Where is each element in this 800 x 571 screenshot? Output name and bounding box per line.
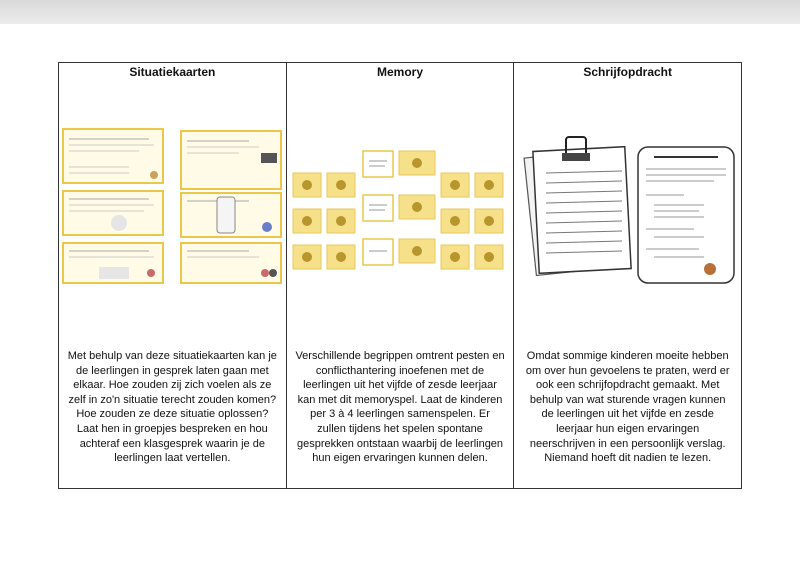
memory-word-card: [363, 151, 393, 177]
column-title: Situatiekaarten: [129, 65, 216, 79]
column-description: Verschillende begrippen omtrent pesten en conflicthantering inoefenen met de leerlingen uit het vijfde of zesde leerjaar kan met dit memoryspel. Laat de kinderen per 3 à 4 leerlingen samenspelen. Er zullen tijdens het spelen spontane gesprekken ontstaan waarbij de leerlingen hun eigen ervaringen kunnen delen.: [295, 350, 505, 465]
activities-table: [58, 62, 742, 489]
situation-card: [63, 243, 163, 283]
column-situatiekaarten: [59, 63, 287, 488]
situation-card: [63, 129, 163, 183]
writing-assignment-illustration: [514, 63, 742, 303]
worksheet-icon: [638, 147, 734, 283]
column-description: Met behulp van deze situatiekaarten kan je de leerlingen in gesprek laten gaan met elkaar. Hoe zouden zij zich voelen als ze zelf in zo'n situatie terecht zouden komen? Hoe zouden ze deze situatie oplossen? Laat hen in groepjes bespreken en hou achteraf een klasgesprek waarin je de leerlingen laat vertellen.: [67, 350, 277, 465]
memory-cards-illustration: [287, 63, 515, 303]
column-schrijfopdracht: [514, 63, 741, 488]
column-title: Schrijfopdracht: [583, 65, 673, 79]
column-description: Omdat sommige kinderen moeite hebben om over hun gevoelens te praten, werd er ook een schrijfopdracht gemaakt. Met behulp van wat sturende vragen kunnen de leerlingen uit het vijfde en zesde leerjaar hun eigen ervaringen neerschrijven in een persoonlijk verslag. Niemand hoeft dit nadien te lezen.: [525, 350, 730, 465]
column-title: Memory: [377, 65, 424, 79]
situation-card: [181, 193, 281, 237]
notepad-icon: [524, 137, 631, 275]
situation-card: [181, 243, 281, 283]
memory-word-card: [363, 239, 393, 265]
situation-card: [63, 191, 163, 235]
memory-word-card: [363, 195, 393, 221]
situation-card: [181, 131, 281, 189]
situation-cards-illustration: [59, 63, 287, 303]
top-bar: [0, 0, 800, 24]
column-memory: [287, 63, 515, 488]
